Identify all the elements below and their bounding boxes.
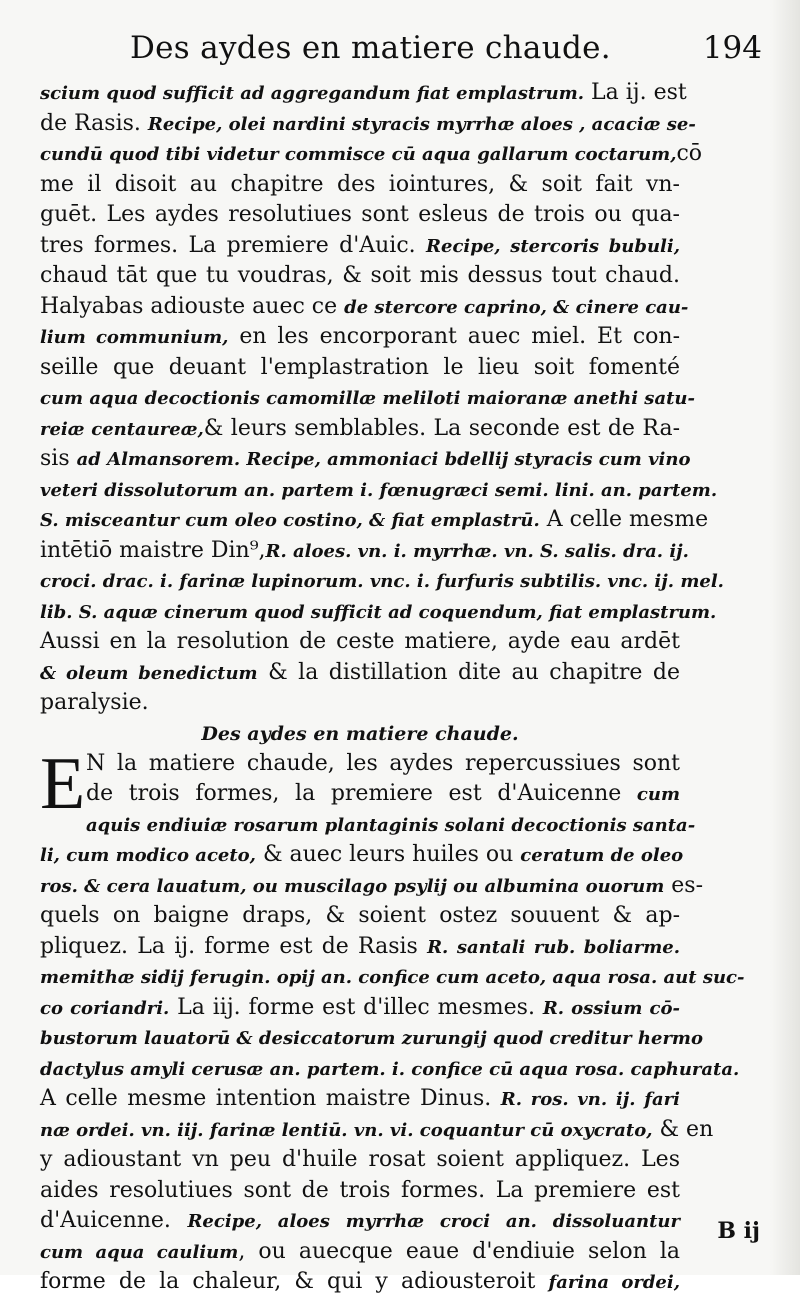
french-text: en les encorporant auec miel. Et con- [228,324,681,349]
page-header [40,30,770,76]
french-text: es- [664,872,704,898]
latin-text: Recipe, aloes myrrhæ croci an. dissoluantur [187,1211,680,1232]
french-text: tres formes. La premiere d'Auic. [40,232,427,258]
latin-text: memithæ sidij ferugin. opij an. confice cum aceto, aqua rosa. aut suc- [40,967,745,988]
text-line [40,444,691,475]
latin-text: cum aqua caulium [40,1241,239,1263]
latin-text: lib. S. aquæ cinerum quod sufficit ad coquendum, fiat emplastrum. [40,601,717,623]
french-text: intētiō maistre Din⁹, [40,537,266,563]
latin-text: cundū quod tibi videtur commisce cū aqua gallarum coctarum, [40,144,677,165]
french-text: & la distillation dite au chapitre de [257,659,680,685]
french-text: A celle mesme intention maistre Dinus. [40,1086,501,1111]
text-line [40,322,680,353]
page-edge-shadow [770,0,800,1275]
french-text: Halyabas adiouste auec ce [40,293,345,319]
latin-text: ros. & cera lauatum, ou muscilago psylij ou albumina ouorum [40,875,665,897]
text-line [40,871,704,902]
french-text: sis [40,446,77,471]
french-text: forme de la chaleur, & qui y adiousteroit [40,1269,549,1294]
section-heading: Des aydes en matiere chaude. [201,722,519,745]
text-line [40,1206,680,1237]
text-line: chaud tāt que tu voudras, & soit mis dessus tout chaud. [40,263,680,288]
text-line [40,597,717,628]
paragraph-1 [40,78,724,719]
french-text: cō [676,141,703,166]
latin-text: co coriandri. [40,997,170,1019]
french-text: A celle mesme [539,507,709,532]
text-line: me il disoit au chapitre des iointures, & soit fait vn- [40,171,680,197]
text-line [40,779,680,810]
latin-text: cum aqua decoctionis camomillæ meliloti maioranæ anethi satu- [40,388,695,409]
french-text: de trois formes, la premiere est d'Auicenne [86,781,637,806]
latin-text: R. aloes. vn. i. myrrhæ. vn. S. salis. dra. ij. [265,540,689,562]
text-line [40,505,709,536]
text-line: paralysie. [40,690,149,715]
text-line [40,383,695,414]
latin-text: aquis endiuiæ rosarum plantaginis solani decoctionis santa- [86,814,696,836]
latin-text: scium quod sufficit ad aggregandum fiat emplastrum. [40,83,585,104]
text-line [40,231,680,262]
text-line [40,1084,680,1115]
latin-text: lium communium, [40,327,229,348]
french-text: & en [652,1116,714,1142]
latin-text: farina ordei, [548,1272,680,1293]
text-line: Aussi en la resolution de ceste matiere, ayde eau ardēt [40,629,680,654]
french-text: & leurs semblables. La seconde est de Ra- [203,415,680,441]
text-line [40,1054,740,1085]
latin-text: croci. drac. i. farinæ lupinorum. vnc. i. furfuris subtilis. vnc. ij. mel. [40,571,724,592]
signature-mark: B ij [717,1218,760,1244]
text-line: guēt. Les aydes resolutiues sont esleus de trois ou qua- [40,202,680,227]
text-line [40,658,680,689]
latin-text: bustorum lauatorū & desiccatorum zurungij quod creditur hermo [40,1028,703,1049]
running-title: Des aydes en matiere chaude. [130,30,611,66]
latin-text: R. ros. vn. ij. fari [500,1089,680,1110]
latin-text: reiæ centaureæ, [40,418,204,440]
text-line: y adioustant vn peu d'huile rosat soient appliquez. Les [40,1147,680,1172]
french-text: La ij. est [584,80,687,105]
latin-text: S. misceantur cum oleo costino, & fiat emplastrū. [40,510,540,531]
text-line [40,566,724,597]
text-line: seille que deuant l'emplastration le lieu soit fomenté [40,354,680,380]
latin-text: li, cum modico aceto, [40,845,256,866]
text-line [40,475,718,506]
text-line [40,962,745,993]
text-line: aides resolutiues sont de trois formes. La premiere est [40,1177,680,1203]
folio-number: 194 [702,30,762,66]
latin-text: næ ordei. vn. iij. farinæ lentiū. vn. vi. coquantur cū oxycrato, [40,1119,653,1141]
latin-text: cum [636,784,680,805]
latin-text: R. ossium cō- [542,997,680,1019]
text-line [40,840,684,871]
text-line [40,414,680,445]
french-text: , ou auecque eaue d'endiuie selon la [238,1238,680,1264]
text-line: quels on baigne draps, & soient ostez souuent & ap- [40,903,680,928]
latin-text: ceratum de oleo [520,845,684,866]
text-line [40,1023,703,1054]
text-line [40,1115,714,1146]
text-line [40,536,689,567]
latin-text: veteri dissolutorum an. partem i. fœnugræci semi. lini. an. partem. [40,479,718,501]
french-text: pliquez. La ij. forme est de Rasis [40,933,428,959]
french-text: de Rasis. [40,110,148,136]
french-text: La iij. forme est d'illec mesmes. [169,994,543,1020]
text-line [40,1267,680,1298]
text-line: N la matiere chaude, les aydes repercussiues sont [86,750,680,776]
latin-text: & oleum benedictum [40,662,258,684]
drop-cap: E [40,742,86,825]
text-line [40,78,687,109]
latin-text: Recipe, stercoris bubuli, [426,235,680,257]
french-text: d'Auicenne. [40,1208,188,1233]
text-line [40,932,680,963]
text-line [40,810,696,841]
french-text: & auec leurs huiles ou [255,842,521,867]
latin-text: Recipe, olei nardini styracis myrrhæ aloes , acaciæ se- [147,113,696,135]
latin-text: R. santali rub. boliarme. [427,936,680,958]
latin-text: dactylus amyli cerusæ an. partem. i. confice cū aqua rosa. caphurata. [40,1058,740,1080]
latin-text: ad Almansorem. Recipe, ammoniaci bdellij styracis cum vino [76,449,691,470]
text-line [40,292,689,323]
latin-text: de stercore caprino, & cinere cau- [344,296,689,318]
text-line [40,993,680,1024]
text-line [40,109,696,140]
text-line [40,139,703,170]
text-line [40,1237,680,1268]
